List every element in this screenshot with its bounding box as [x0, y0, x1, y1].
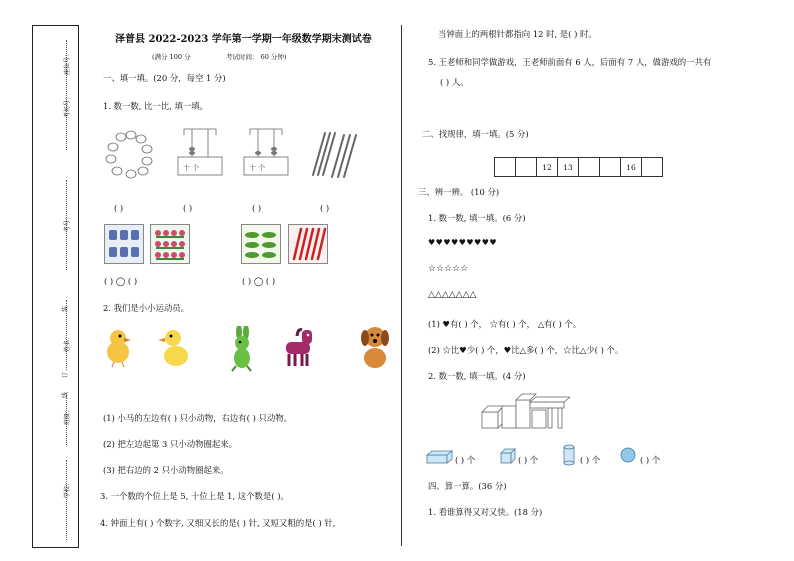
sequence-cell: 13	[558, 158, 579, 177]
triangles-row: △△△△△△△	[428, 290, 477, 300]
examno-label: 考号：	[64, 213, 71, 232]
question-3-1-a: (1) ♥有( ) 个， ☆有( ) 个， △有( ) 个。	[428, 319, 582, 329]
question-3-1: 1. 数一数, 填一填。(6 分)	[428, 213, 526, 223]
question-3-1-b: (2) ☆比♥少( ) 个，♥比△多( ) 个，☆比△少( ) 个。	[428, 345, 624, 355]
section-4-heading: 四、算一算。(36 分)	[428, 481, 507, 491]
hearts-row: ♥♥♥♥♥♥♥♥♥	[428, 238, 498, 247]
question-3-2: 2. 数一数, 填一填。(4 分)	[428, 371, 526, 381]
blank-3[interactable]: ( )	[252, 203, 262, 213]
question-2-part-3: (3) 把右边的 2 只小动物圈起来。	[103, 465, 229, 475]
ring-counters-image	[103, 127, 158, 182]
cucumbers-picture	[241, 224, 281, 264]
chick-icon	[100, 326, 136, 368]
question-4: 4. 钟面上有( ) 个数字, 又细又长的是( ) 针, 又短又粗的是( ) 针,	[100, 518, 336, 528]
cuboid-count-blank[interactable]: ( ) 个	[455, 455, 476, 465]
question-4-1: 1. 看谁算得又对又快。(18 分)	[428, 507, 543, 517]
page-title: 泽普县 2022-2023 学年第一学期一年级数学期末测试卷	[115, 34, 372, 45]
stars-row: ☆☆☆☆☆	[428, 264, 469, 274]
column-divider	[401, 25, 402, 546]
question-5: 5. 王老师和同学做游戏，王老师前面有 6 人，后面有 7 人，做游戏的一共有	[428, 57, 712, 67]
mittens-picture	[104, 224, 144, 264]
section-1-heading: 一、填一填。(20 分，每空 1 分)	[103, 73, 226, 83]
cut-mark-2: 订	[62, 371, 69, 378]
cube-icon	[500, 448, 516, 464]
room-label: 考场号：	[64, 93, 71, 118]
compare-row-2[interactable]: ( ) ◯ ( )	[242, 276, 276, 286]
sequence-cell: 16	[621, 158, 642, 177]
blank-4[interactable]: ( )	[320, 203, 330, 213]
question-2-part-2: (2) 把左边起第 3 只小动物圈起来。	[103, 439, 238, 449]
rabbit-icon	[226, 326, 258, 372]
compare-row-1[interactable]: ( ) ◯ ( )	[104, 276, 138, 286]
blank-1[interactable]: ( )	[114, 203, 124, 213]
question-1: 1. 数一数, 比一比, 填一填。	[103, 101, 209, 111]
sequence-cell[interactable]	[516, 158, 537, 177]
abacus-2-image	[238, 127, 293, 182]
sequence-cell[interactable]	[495, 158, 516, 177]
sticks-bundle-image	[305, 127, 360, 182]
score-info: (满分 100 分	[152, 53, 191, 61]
sequence-cell: 12	[537, 158, 558, 177]
question-4-continued: 当钟面上的两根针都指向 12 时, 是( ) 时。	[438, 29, 597, 39]
sequence-cell[interactable]	[579, 158, 600, 177]
school-label: 学校：	[64, 479, 71, 498]
sphere-count-blank[interactable]: ( ) 个	[640, 455, 661, 465]
question-2-part-1: (1) 小马的左边有( ) 只小动物，右边有( ) 只动物。	[103, 413, 292, 423]
duckling-icon	[158, 326, 192, 370]
binding-strip	[32, 25, 79, 548]
blocks-construction-image	[480, 392, 570, 432]
question-2: 2. 我们是小小运动员。	[103, 303, 190, 313]
name-label: 姓名：	[64, 333, 71, 352]
class-label: 班级：	[64, 406, 71, 425]
seat-label: 座位号：	[64, 50, 71, 75]
sequence-cell[interactable]	[642, 158, 663, 177]
cube-count-blank[interactable]: ( ) 个	[518, 455, 539, 465]
sphere-icon	[620, 447, 636, 463]
cylinder-icon	[562, 444, 576, 466]
fill-line-school	[66, 460, 67, 540]
abacus-2-place-label: 十 个	[249, 164, 266, 172]
sequence-cell[interactable]	[600, 158, 621, 177]
sequence-table	[494, 157, 663, 177]
puppy-icon	[355, 324, 395, 370]
cylinder-count-blank[interactable]: ( ) 个	[580, 455, 601, 465]
blank-2[interactable]: ( )	[183, 203, 193, 213]
time-info: 考试时间： 60 分钟)	[226, 53, 287, 61]
pony-icon	[280, 326, 320, 368]
section-3-heading: 三、辨一辨。 (10 分)	[418, 187, 500, 197]
question-5-continued: ( ) 人。	[440, 77, 469, 87]
flowers-picture	[150, 224, 190, 264]
cut-mark-1: 装	[62, 305, 69, 312]
cut-mark-3: 线	[62, 391, 69, 398]
section-2-heading: 二、找规律，填一填。(5 分)	[422, 129, 529, 139]
abacus-1-place-label: 十 个	[183, 164, 200, 172]
abacus-1-image	[172, 127, 227, 182]
question-3: 3. 一个数的个位上是 5, 十位上是 1, 这个数是( )。	[100, 491, 289, 501]
chilies-picture	[288, 224, 328, 264]
cuboid-icon	[426, 450, 454, 464]
